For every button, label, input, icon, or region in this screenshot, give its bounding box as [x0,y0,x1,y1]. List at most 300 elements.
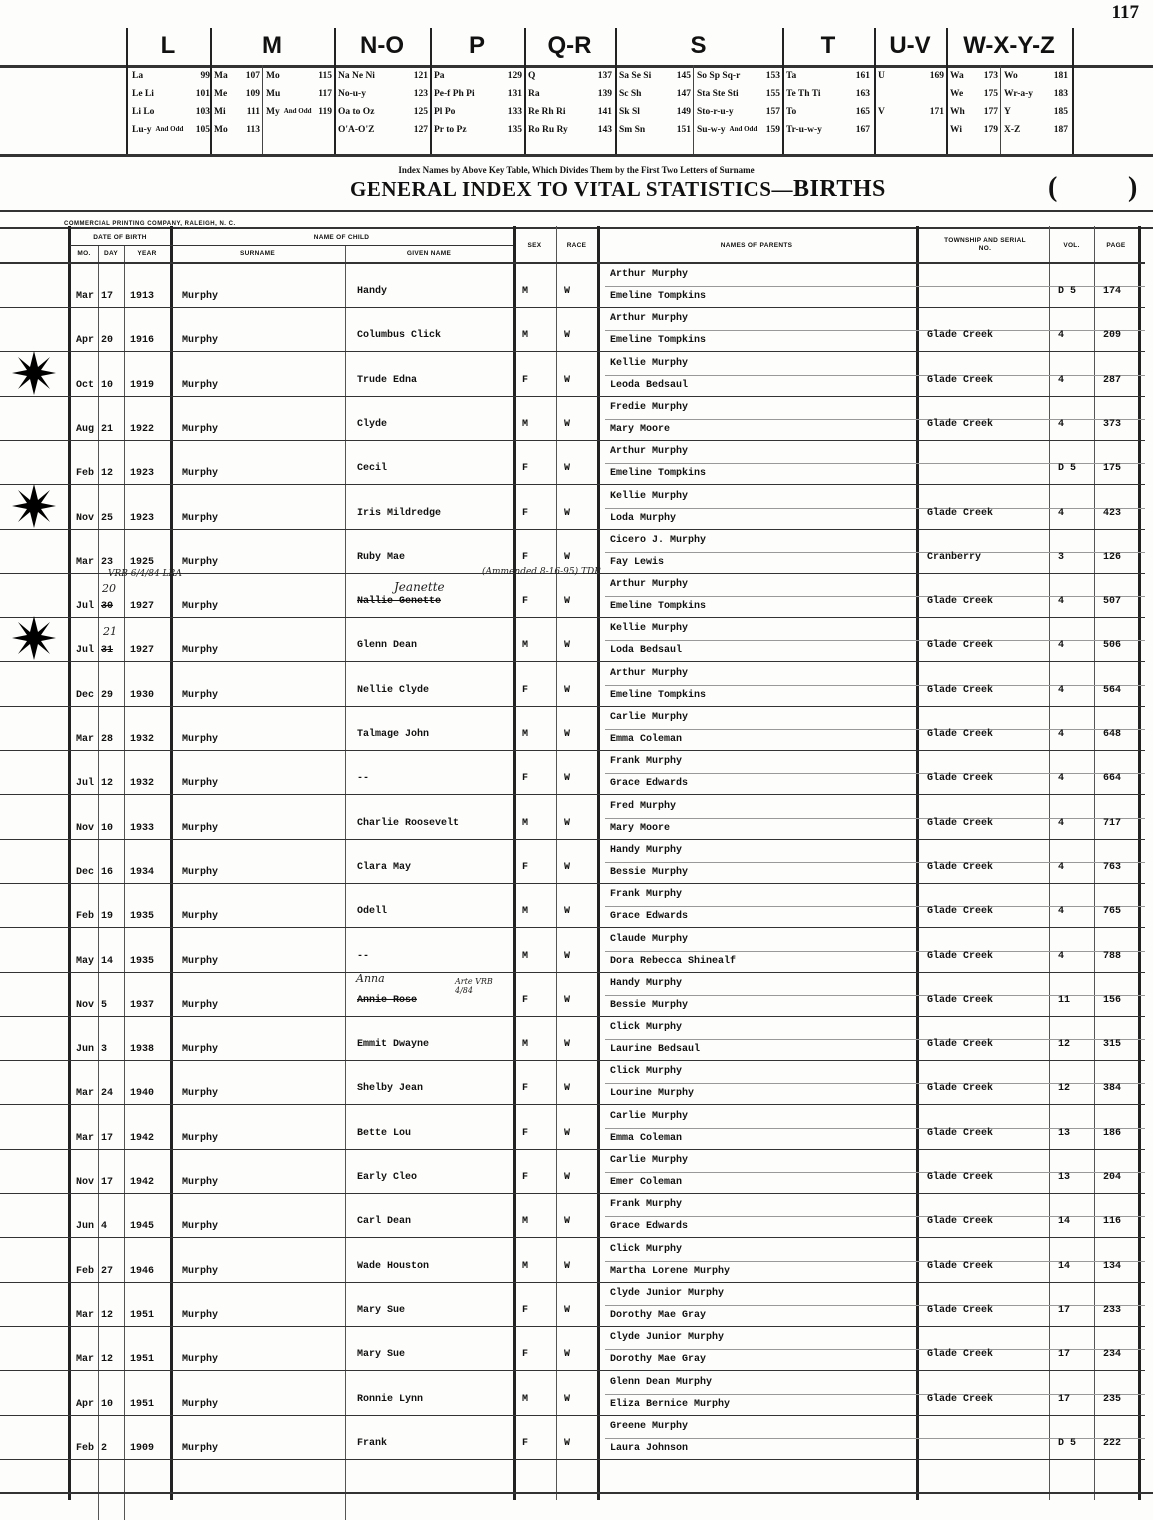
key-entry [950,85,998,103]
birth-year: 1942 [130,1177,155,1188]
key-entry [266,67,332,85]
father-name: Handy Murphy [610,977,683,989]
and-odd-label: And Odd [729,125,758,134]
father-name: Arthur Murphy [610,313,689,325]
key-entry-page: 159 [765,125,780,135]
key-entry-letters: No-u-y [338,89,366,99]
township: Glade Creek [927,1172,994,1183]
printer-credit: COMMERCIAL PRINTING COMPANY, RALEIGH, N. C. [64,221,236,227]
key-letter-p: P [468,32,485,59]
key-bottom-rule [0,154,1153,157]
key-entry-page: 133 [507,107,522,117]
key-letter-q-r: Q-R [547,32,592,59]
key-entry [697,121,780,139]
key-entry [338,121,428,139]
key-entry-letters: Mu [266,89,281,99]
key-entry [434,85,522,103]
key-letter-s: S [690,32,707,59]
township: Glade Creek [927,861,994,873]
birth-year: 1925 [130,556,155,568]
key-divider [693,65,694,154]
key-column [1004,67,1068,139]
birth-year: 1935 [130,955,155,967]
race: W [564,374,571,386]
given-name: -- [357,950,370,962]
page: 156 [1103,994,1122,1006]
sex: F [522,1083,529,1095]
race: W [564,507,571,519]
title-prefix: GENERAL INDEX TO VITAL STATISTICS— [350,177,793,201]
surname: Murphy [182,379,219,391]
birth-month: Aug [76,423,95,435]
key-entry-page: 139 [597,89,612,99]
key-entry [132,85,210,103]
key-entry [619,103,691,121]
father-name: Cicero J. Murphy [610,534,707,546]
sex: M [522,286,529,297]
surname: Murphy [182,1221,219,1233]
birth-month: Nov [76,999,95,1011]
key-entry-page: 109 [245,89,260,99]
birth-day: 19 [101,911,114,923]
key-entry-page: 103 [195,107,210,117]
key-entry-letters: Mi [214,107,226,117]
key-entry [214,121,260,139]
surname-key-table [0,28,1153,154]
volume: 4 [1058,906,1065,918]
township: Glade Creek [927,1127,994,1139]
key-entry-page: 187 [1053,125,1068,135]
page: 204 [1103,1172,1122,1183]
father-name: Fred Murphy [610,800,677,812]
sex: M [522,906,529,918]
birth-month: Feb [76,468,95,480]
given-name: -- [357,773,370,785]
page: 717 [1103,817,1122,829]
page: 765 [1103,906,1122,918]
table-row [0,264,1153,308]
birth-month: Apr [76,1398,95,1410]
key-entry-page: 143 [597,125,612,135]
key-entry-letters: Sc Sh [619,89,642,99]
birth-month: Jul [76,601,95,613]
given-name: Nallie Genette [357,596,442,608]
father-name: Greene Murphy [610,1420,689,1432]
volume: 4 [1058,596,1065,608]
key-entry [266,85,332,103]
table-row [0,441,1153,485]
birth-day: 20 [101,335,114,347]
page-title [350,176,886,203]
birth-year: 1927 [130,601,155,613]
township: Glade Creek [927,773,994,785]
birth-day: 23 [101,556,114,568]
surname: Murphy [182,955,219,967]
volume: 4 [1058,773,1065,785]
surname: Murphy [182,291,219,302]
key-entry-letters: Y [1004,107,1011,117]
volume: 12 [1058,1083,1071,1095]
given-name: Trude Edna [357,374,418,386]
key-entry [878,85,944,103]
page: 664 [1103,773,1122,785]
page: 233 [1103,1304,1122,1316]
key-entry-page: 145 [676,71,691,81]
father-name: Click Murphy [610,1066,683,1078]
key-entry-letters: Wr-a-y [1004,89,1034,99]
race: W [564,1304,571,1316]
title-rule [0,210,1153,212]
mother-name: Emeline Tompkins [610,291,707,302]
birth-day: 25 [101,512,114,524]
key-entry-letters: Mo [214,125,228,135]
birth-year: 1935 [130,911,155,923]
father-name: Frank Murphy [610,889,683,901]
annotation-vrb-date: VRB 6/4/84 LRA [108,569,182,579]
key-entry-page: 165 [855,107,870,117]
township: Glade Creek [927,729,994,740]
table-row [0,884,1153,928]
township: Glade Creek [927,596,994,608]
volume: 13 [1058,1172,1071,1183]
annotation-day-correction: 21 [103,625,117,638]
sex: F [522,507,529,519]
birth-month: Mar [76,556,95,568]
key-entry-letters: Sk Sl [619,107,640,117]
key-entry-letters: Tr-u-w-y [786,125,822,135]
key-entry-page: 99 [200,71,210,81]
table-row [0,663,1153,707]
key-entry-letters: Su-w-y [697,125,726,135]
header-name-of-child: NAME OF CHILD [313,234,370,241]
given-name: Wade Houston [357,1260,430,1272]
race: W [564,640,571,652]
race: W [564,286,571,297]
surname: Murphy [182,689,219,701]
key-entry [528,103,612,121]
volume: 11 [1058,994,1071,1006]
header-given-name: GIVEN NAME [406,250,452,257]
mother-name: Emeline Tompkins [610,335,707,347]
key-entry-page: 117 [318,89,332,99]
sex: F [522,773,529,785]
sex: M [522,330,529,342]
key-entry-page: 113 [246,125,260,135]
birth-year: 1940 [130,1088,155,1100]
page: 186 [1103,1127,1122,1139]
birth-day: 27 [101,1265,114,1277]
birth-month: Feb [76,1265,95,1277]
key-entry-page: 177 [983,107,998,117]
key-entry-page: 171 [929,107,944,117]
volume: 3 [1058,551,1065,563]
key-entry-page: 137 [597,71,612,81]
birth-month: Mar [76,1354,95,1366]
key-entry-page: 167 [855,125,870,135]
volume: 12 [1058,1039,1071,1051]
volume: 14 [1058,1260,1071,1272]
table-row [0,308,1153,352]
surname: Murphy [182,556,219,568]
key-entry-letters: Me [214,89,228,99]
key-entry-page: 157 [765,107,780,117]
volume: 4 [1058,861,1065,873]
birth-day: 28 [101,734,114,745]
surname: Murphy [182,1044,219,1056]
page: 788 [1103,950,1122,962]
header-year: YEAR [137,250,157,257]
birth-day: 5 [101,999,108,1011]
sex: M [522,1039,529,1051]
birth-year: 1946 [130,1265,155,1277]
key-entry-page: 179 [983,125,998,135]
key-entry-letters: Sm Sn [619,125,646,135]
annotation-amended: (Ammended 8-16-95) TDR [482,567,601,577]
birth-day: 12 [101,1309,114,1321]
page: 175 [1103,463,1122,475]
sex: F [522,463,529,475]
key-entry-page: 151 [676,125,691,135]
key-entry-letters: X-Z [1004,125,1021,135]
birth-year: 1930 [130,689,155,701]
sex: M [522,817,529,829]
race: W [564,950,571,962]
key-divider [1072,28,1074,154]
key-column [697,67,780,139]
race: W [564,1127,571,1139]
key-entry [266,103,332,121]
birth-year: 1922 [130,423,155,435]
key-entry [786,67,870,85]
mother-name: Dorothy Mae Gray [610,1354,707,1366]
sex: F [522,596,529,608]
key-entry-letters: To [786,107,797,117]
key-entry [950,103,998,121]
given-name: Charlie Roosevelt [357,817,460,829]
key-entry [786,103,870,121]
given-name: Carl Dean [357,1216,412,1228]
page: 134 [1103,1260,1122,1272]
birth-year: 1938 [130,1044,155,1056]
birth-day: 21 [101,423,114,435]
page: 506 [1103,640,1122,652]
sex: F [522,994,529,1006]
page: 763 [1103,861,1122,873]
birth-year: 1933 [130,822,155,834]
key-entry-page: 121 [413,71,428,81]
key-letter-t: T [820,32,836,59]
father-name: Click Murphy [610,1022,683,1034]
key-entry-page: 123 [413,89,428,99]
key-entry-letters: Oa to Oz [338,107,375,117]
mother-name: Mary Moore [610,822,671,834]
key-entry-page: 131 [507,89,522,99]
key-entry-letters: O'A-O'Z [338,125,375,135]
township: Glade Creek [927,330,994,342]
race: W [564,1216,571,1228]
key-column [266,67,332,139]
birth-month: Mar [76,734,95,745]
page-number: 117 [1111,2,1139,23]
surname: Murphy [182,866,219,878]
key-column [338,67,428,139]
key-entry-letters: Wi [950,125,962,135]
key-entry-letters: Sto-r-u-y [697,107,734,117]
township: Glade Creek [927,684,994,696]
star-icon [10,614,58,662]
page: 234 [1103,1349,1122,1361]
key-entry [1004,85,1068,103]
key-entry-letters: Pe-f Ph Pi [434,89,475,99]
surname: Murphy [182,1354,219,1366]
table-row [0,1194,1153,1238]
birth-year: 1945 [130,1221,155,1233]
township: Glade Creek [927,1260,994,1272]
paren-close: ) [1128,172,1138,203]
key-entry-page: 105 [195,125,210,135]
key-entry [786,121,870,139]
surname: Murphy [182,423,219,435]
key-entry [434,121,522,139]
key-entry-page: 173 [983,71,998,81]
township: Glade Creek [927,374,994,386]
key-entry [338,85,428,103]
volume: 4 [1058,640,1065,652]
mother-name: Eliza Bernice Murphy [610,1398,731,1410]
race: W [564,1172,571,1183]
key-entry [434,67,522,85]
birth-day: 12 [101,468,114,480]
key-entry [619,85,691,103]
key-divider [1000,65,1001,154]
page: 209 [1103,330,1122,342]
table-row [0,1106,1153,1150]
birth-day: 30 [101,601,114,613]
key-entry-page: 107 [245,71,260,81]
race: W [564,994,571,1006]
key-entry-page: 183 [1053,89,1068,99]
volume: 4 [1058,507,1065,519]
father-name: Kellie Murphy [610,623,689,635]
annotation-given-correction: Jeanette [394,580,445,594]
surname: Murphy [182,601,219,613]
given-name: Mary Sue [357,1349,406,1361]
mother-name: Leoda Bedsaul [610,379,689,391]
mother-name: Dora Rebecca Shinealf [610,955,737,967]
sex: M [522,418,529,430]
key-entry-letters: Na Ne Ni [338,71,375,81]
key-entry-letters: Lu-y [132,125,152,135]
header-date-rule [70,245,170,246]
key-entry [214,85,260,103]
mother-name: Loda Bedsaul [610,645,683,657]
township: Glade Creek [927,1039,994,1051]
given-name: Emmit Dwayne [357,1039,430,1051]
header-township: TOWNSHIP AND SERIAL NO. [944,237,1026,252]
header-date-of-birth: DATE OF BIRTH [93,234,147,241]
key-entry [528,67,612,85]
sex: F [522,1304,529,1316]
sex: M [522,640,529,652]
page: 507 [1103,596,1122,608]
birth-month: Mar [76,1309,95,1321]
township: Glade Creek [927,1216,994,1228]
key-entry-page: 153 [765,71,780,81]
father-name: Carlie Murphy [610,712,689,723]
surname: Murphy [182,778,219,790]
key-entry-page: 129 [507,71,522,81]
table-row [0,796,1153,840]
birth-year: 1951 [130,1354,155,1366]
birth-day: 4 [101,1221,108,1233]
township: Glade Creek [927,906,994,918]
key-column [214,67,260,139]
header-parents: NAMES OF PARENTS [720,242,793,249]
star-icon [10,482,58,530]
mother-name: Grace Edwards [610,1221,689,1233]
birth-day: 29 [101,689,114,701]
key-entry [132,67,210,85]
race: W [564,684,571,696]
given-name: Talmage John [357,729,430,740]
race: W [564,817,571,829]
key-entry [950,121,998,139]
volume: 4 [1058,817,1065,829]
key-entry-letters: Wa [950,71,964,81]
volume: D 5 [1058,463,1077,475]
key-entry [619,67,691,85]
surname: Murphy [182,734,219,745]
key-entry-letters: V [878,107,885,117]
page: 384 [1103,1083,1122,1095]
page: 423 [1103,507,1122,519]
key-entry [878,103,944,121]
key-entry-page: 125 [413,107,428,117]
key-entry [878,121,944,139]
birth-month: Nov [76,1177,95,1188]
volume: D 5 [1058,286,1077,297]
father-name: Frank Murphy [610,1199,683,1211]
birth-year: 1932 [130,778,155,790]
table-row [0,707,1153,751]
mother-name: Emma Coleman [610,734,683,745]
father-name: Arthur Murphy [610,446,689,458]
key-entry-letters: Ro Ru Ry [528,125,568,135]
surname: Murphy [182,1309,219,1321]
header-mo: MO. [77,250,91,257]
birth-day: 3 [101,1044,108,1056]
mother-name: Emeline Tompkins [610,601,707,613]
surname: Murphy [182,1132,219,1144]
key-column [528,67,612,139]
key-entry [132,121,210,139]
birth-month: May [76,955,95,967]
race: W [564,418,571,430]
key-entry-page: 163 [855,89,870,99]
surname: Murphy [182,335,219,347]
key-divider [262,65,263,154]
given-name: Clyde [357,418,388,430]
key-entry [1004,121,1068,139]
birth-year: 1951 [130,1309,155,1321]
birth-month: Mar [76,1088,95,1100]
father-name: Carlie Murphy [610,1110,689,1122]
key-entry [214,67,260,85]
header-day: DAY [103,250,119,257]
table-bottom-rule [0,1492,1153,1494]
birth-month: Feb [76,1442,95,1454]
key-entry-page: 101 [195,89,210,99]
